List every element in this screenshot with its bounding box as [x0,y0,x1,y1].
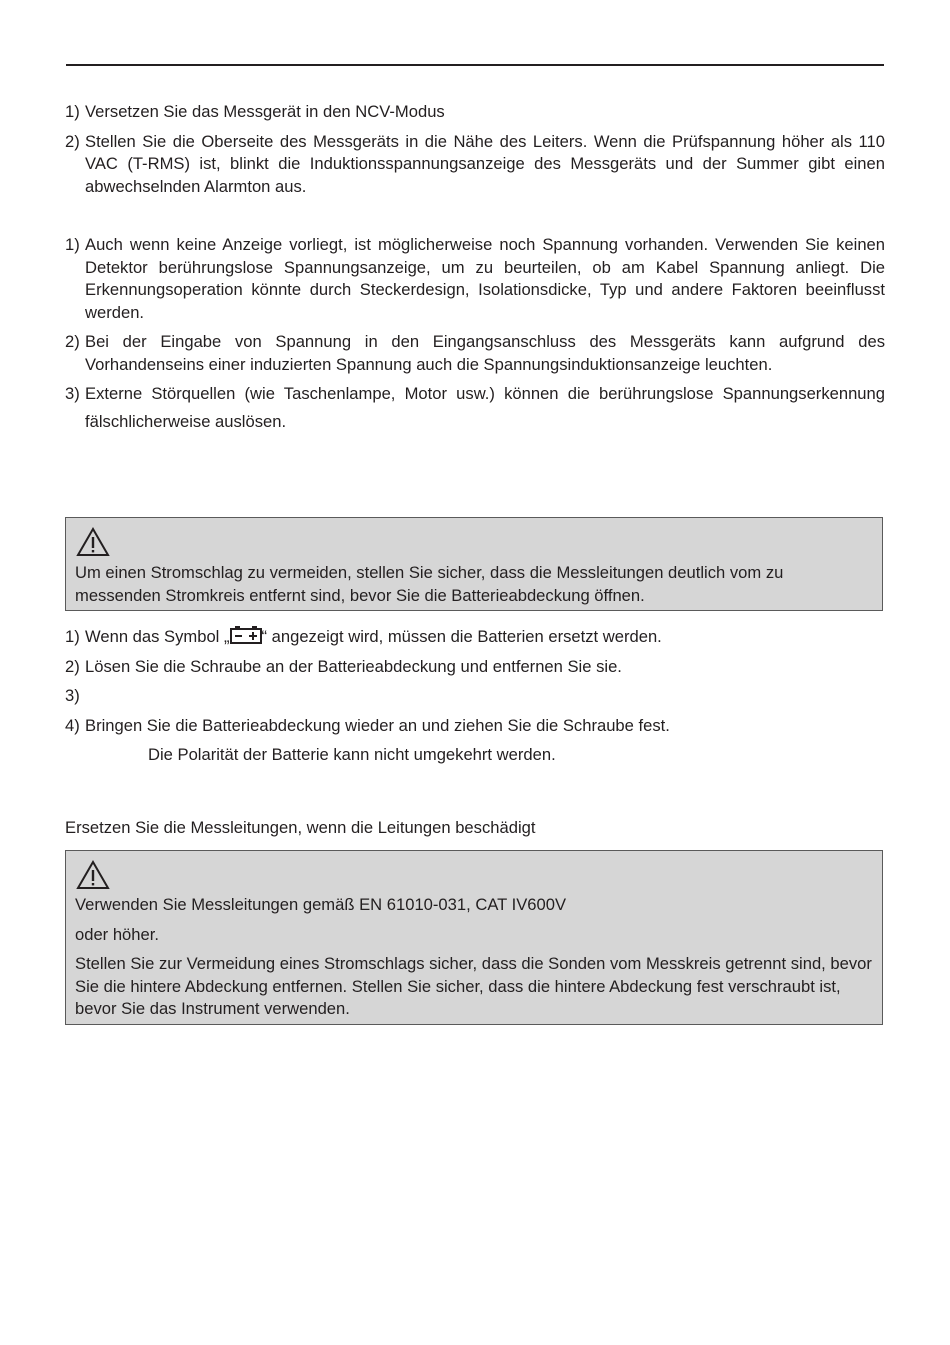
item-number: 1) [65,235,80,254]
leads-warning-paragraph: Stellen Sie zur Vermeidung eines Stromschlags sicher, dass die Sonden vom Messkreis getrennt sind, bevor Sie die hintere Abdeckung entfernen. Stellen Sie sicher, dass die hintere Abdeckung fest verschraubt ist, bevor Sie das Instrument verwenden. [75,954,872,1018]
list-item [65,715,885,738]
battery-warning-box [65,517,883,611]
list-item [65,656,885,679]
item-text [85,626,885,649]
warning-triangle-icon [76,527,110,557]
ncv-notes-list [65,234,885,436]
item-number: 2) [65,656,80,676]
item-text: Bei der Eingabe von Spannung in den Eingangsanschluss des Messgeräts kann aufgrund des Vorhandenseins einer induzierten Spannung auch die Spannungsinduktionsanzeige leuchten. [85,332,885,374]
list-item [65,234,885,324]
list-item [65,331,885,376]
item-text: Bringen Sie die Batterieabdeckung wieder an und ziehen Sie die Schraube fest. [85,715,670,735]
item-text: Lösen Sie die Schraube an der Batterieabdeckung und entfernen Sie sie. [85,656,622,676]
battery-steps-list [65,626,885,737]
battery-icon [230,626,262,644]
item-number: 2) [65,332,80,351]
item-text [85,685,885,708]
list-item [65,131,885,199]
item-number: 3) [65,686,80,705]
header-rule [66,64,884,66]
list-item [65,101,885,124]
list-item [65,380,885,436]
polarity-note: Die Polarität der Batterie kann nicht umgekehrt werden. [148,745,556,764]
item-text: Externe Störquellen (wie Taschenlampe, Motor usw.) können die berührungslose Spannungserkennung fälschlicherweise auslösen. [85,384,885,431]
warning-triangle-icon [76,860,110,890]
item-text: Stellen Sie die Oberseite des Messgeräts in die Nähe des Leiters. Wenn die Prüfspannung höher als 110 VAC (T-RMS) ist, blinkt die Induktionsspannungsanzeige des Messgeräts und der Summer gibt einen abwechselnden Alarmton aus. [85,131,885,196]
item-text-before: Wenn das Symbol „ [85,627,230,646]
item-text: Versetzen Sie das Messgerät in den NCV-Modus [85,102,445,121]
leads-intro: Ersetzen Sie die Messleitungen, wenn die Leitungen beschädigt [65,818,536,837]
item-number: 4) [65,715,80,735]
battery-warning-text: Um einen Stromschlag zu vermeiden, stellen Sie sicher, dass die Messleitungen deutlich vom zu messenden Stromkreis entfernt sind, bevor Sie die Batterieabdeckung öffnen. [75,563,784,605]
list-item [65,685,885,708]
item-text-after: “ angezeigt wird, müssen die Batterien ersetzt werden. [261,627,662,646]
item-number: 1) [65,102,80,121]
leads-warning-line: oder höher. [75,924,159,944]
item-number: 2) [65,131,80,151]
item-number: 1) [65,627,80,646]
leads-warning-box [65,850,883,1025]
item-text: Auch wenn keine Anzeige vorliegt, ist möglicherweise noch Spannung vorhanden. Verwenden Sie keinen Detektor berührungslose Spannungsanzeige, um zu beurteilen, ob am Kabel Spannung anliegt. Die Erkennungsoperation könnte durch Steckerdesign, Isolationsdicke, Typ und andere Faktoren beeinflusst werden. [85,235,885,322]
list-item [65,626,885,649]
leads-warning-line: Verwenden Sie Messleitungen gemäß EN 61010-031, CAT IV600V [75,895,567,914]
ncv-steps-list [65,101,885,198]
item-number: 3) [65,384,80,403]
